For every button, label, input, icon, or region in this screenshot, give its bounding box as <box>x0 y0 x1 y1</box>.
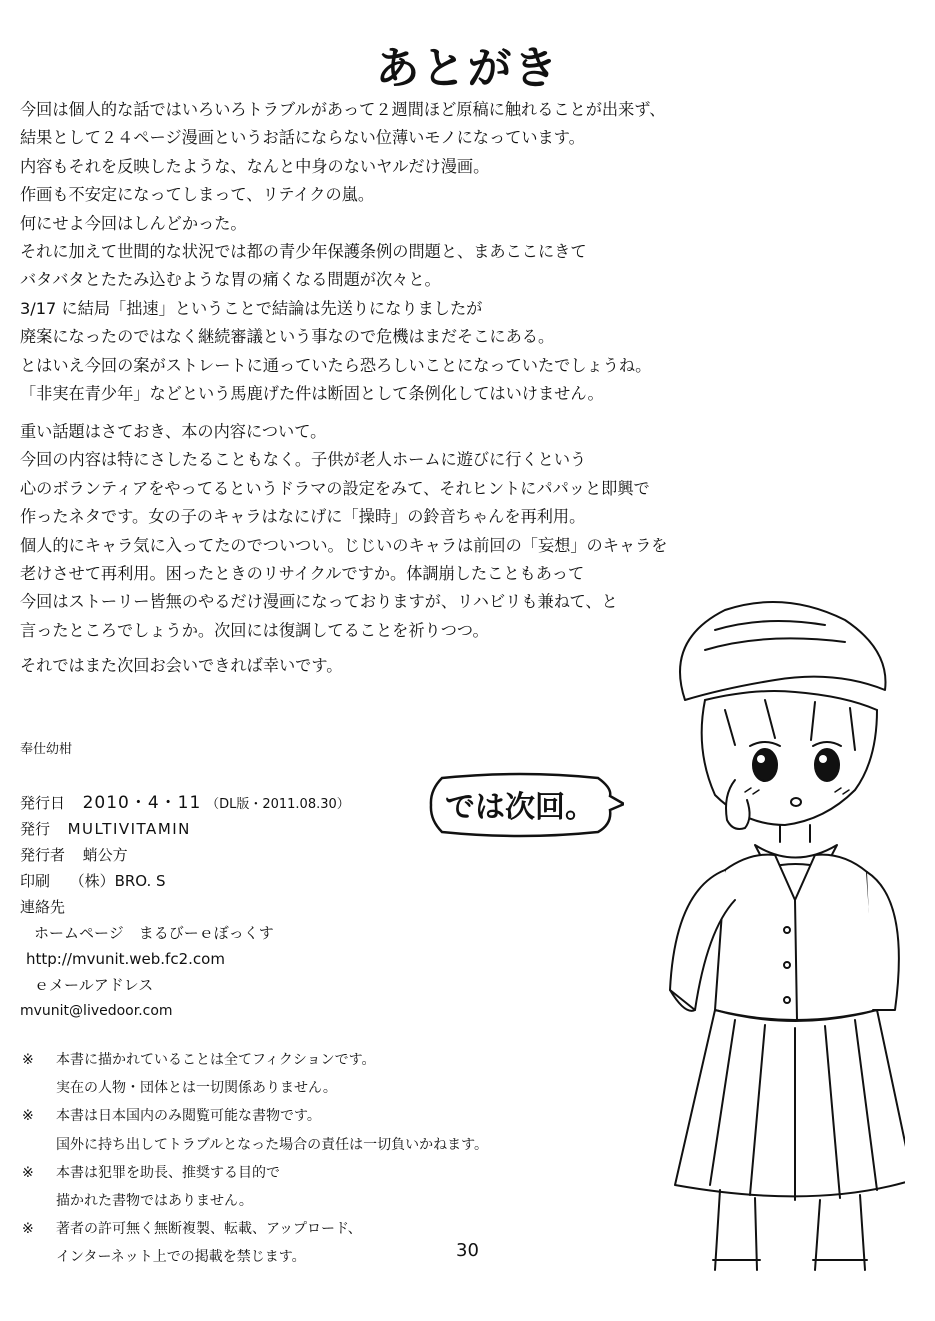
email-address[interactable]: mvunit@livedoor.com <box>20 1003 173 1019</box>
publish-date: 2010・4・11 <box>82 793 202 813</box>
text-line: とはいえ今回の案がストレートに通っていたら恐ろしいことになっていたでしょうね。 <box>20 355 652 375</box>
afterword-paragraph-2 <box>20 418 668 645</box>
note-mark: ※ <box>22 1164 34 1181</box>
issuer-row <box>20 842 350 868</box>
publish-date-row <box>20 790 350 816</box>
contact-label: 連絡先 <box>20 898 66 916</box>
text-line: バタバタとたたみ込むような胃の痛くなる問題が次々と。 <box>20 270 441 290</box>
note-text: 本書は犯罪を助長、推奨する目的で <box>56 1164 280 1181</box>
disclaimer-notes <box>22 1046 488 1272</box>
text-line: 今回はストーリー皆無のやるだけ漫画になっておりますが、リハビリも兼ねて、と <box>20 592 618 612</box>
dl-edition: （DL版・2011.08.30） <box>206 797 350 812</box>
note-text: 国外に持ち出してトラブルとなった場合の責任は一切負いかねます。 <box>56 1136 489 1153</box>
text-line: 作画も不安定になってしまって、リテイクの嵐。 <box>20 185 375 205</box>
text-line: 重い話題はさておき、本の内容について。 <box>20 422 327 441</box>
note-item <box>22 1046 488 1074</box>
printer-label: 印刷 <box>20 872 51 890</box>
note-item <box>22 1187 488 1215</box>
note-text: 本書に描かれていることは全てフィクションです。 <box>56 1052 376 1068</box>
publication-info <box>20 790 350 1024</box>
issuer-label: 発行者 <box>20 846 66 864</box>
note-text: 描かれた書物ではありません。 <box>56 1192 253 1209</box>
note-item <box>22 1102 488 1130</box>
note-mark: ※ <box>22 1108 34 1125</box>
text-line: それに加えて世間的な状況では都の青少年保護条例の問題と、まあここにきて <box>20 241 587 261</box>
text-line: 結果として２４ページ漫画というお話にならない位薄いモノになっています。 <box>20 128 585 148</box>
text-line: 廃案になったのではなく継続審議という事なので危機はまだそこにある。 <box>20 327 555 347</box>
printer-row <box>20 868 350 894</box>
speech-bubble <box>428 768 624 842</box>
note-text: 本書は日本国内のみ閲覧可能な書物です。 <box>56 1108 321 1125</box>
signature: 奉仕幼柑 <box>20 742 73 757</box>
publisher-label: 発行 <box>20 820 51 838</box>
email-label: ｅメールアドレス <box>34 976 154 994</box>
text-line: 言ったところでしょうか。次回には復調してることを祈りつつ。 <box>20 620 489 640</box>
text-line: 作ったネタです。女の子のキャラはなにげに「操時」の鈴音ちゃんを再利用。 <box>20 507 586 527</box>
page-number: 30 <box>456 1240 479 1261</box>
printer: （株）BRO. S <box>69 872 166 890</box>
text-line: 今回は個人的な話ではいろいろトラブルがあって２週間ほど原稿に触れることが出来ず、 <box>20 100 666 119</box>
note-text: 実在の人物・団体とは一切関係ありません。 <box>56 1080 337 1097</box>
publish-date-label: 発行日 <box>20 794 66 812</box>
homepage-label: ホームページ まるびーｅぼっくす <box>34 924 274 942</box>
note-mark: ※ <box>22 1052 34 1068</box>
note-item <box>22 1159 488 1187</box>
homepage-url[interactable]: http://mvunit.web.fc2.com <box>26 950 225 968</box>
note-text: インターネット上での掲載を禁じます。 <box>56 1249 306 1266</box>
publisher-row <box>20 816 350 842</box>
text-line: 内容もそれを反映したような、なんと中身のないヤルだけ漫画。 <box>20 156 490 176</box>
publisher: MULTIVITAMIN <box>67 820 191 838</box>
note-item <box>22 1131 488 1159</box>
issuer: 蛸公方 <box>82 846 128 864</box>
text-line: 老けさせて再利用。困ったときのリサイクルですか。体調崩したこともあって <box>20 563 585 583</box>
note-item <box>22 1074 488 1102</box>
text-line: 何にせよ今回はしんどかった。 <box>20 213 247 233</box>
text-line: 個人的にキャラ気に入ってたのでついつい。じじいのキャラは前回の「妄想」のキャラを <box>20 535 668 555</box>
text-line: 3/17 に結局「拙速」ということで結論は先送りになりましたが <box>20 298 483 318</box>
girl-illustration <box>615 570 905 1290</box>
afterword-paragraph-1 <box>20 96 665 408</box>
speech-bubble-text: では次回。 <box>445 790 595 825</box>
text-line: 「非実在青少年」などという馬鹿げた件は断固として条例化してはいけません。 <box>20 383 604 403</box>
text-line: 心のボランティアをやってるというドラマの設定をみて、それヒントにパパッと即興で <box>20 478 650 498</box>
note-mark: ※ <box>22 1221 34 1238</box>
text-line: 今回の内容は特にさしたることもなく。子供が老人ホームに遊びに行くという <box>20 450 587 470</box>
note-text: 著者の許可無く無断複製、転載、アップロード、 <box>56 1221 362 1238</box>
page-title: あとがき <box>375 43 560 94</box>
closing-line: それではまた次回お会いできれば幸いです。 <box>20 656 343 675</box>
